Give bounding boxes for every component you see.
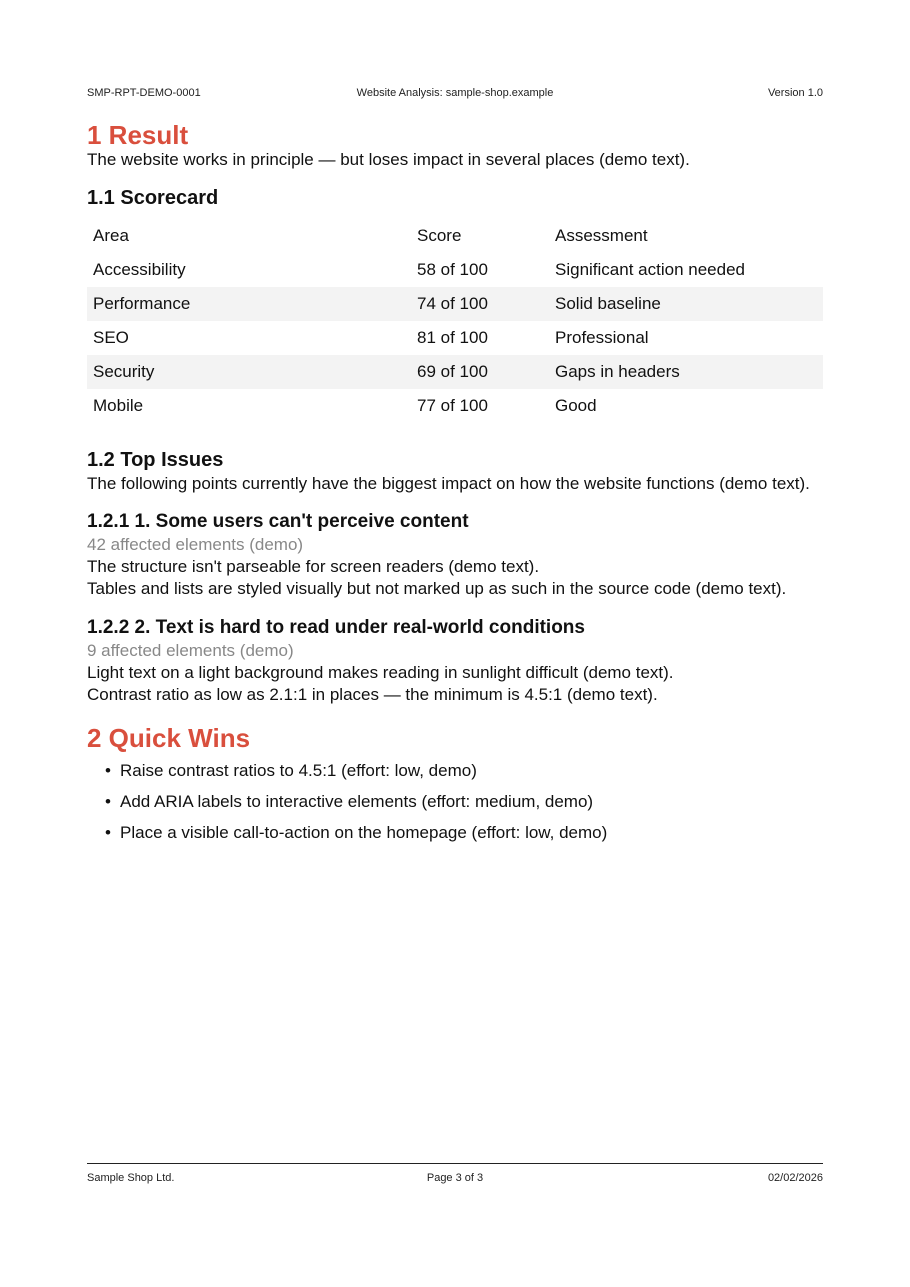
table-cell: 74 of 100 [411, 287, 549, 321]
table-cell: 77 of 100 [417, 396, 488, 415]
footer-company: Sample Shop Ltd. [87, 1172, 175, 1184]
table-cell: 69 of 100 [411, 355, 549, 389]
table-cell: Solid baseline [549, 287, 823, 321]
top-issues-heading: 1.2 Top Issues [87, 449, 224, 471]
table-cell: Professional [555, 328, 649, 347]
table-cell: Performance [87, 287, 411, 321]
document-version: Version 1.0 [767, 87, 823, 99]
table-row [87, 321, 823, 355]
column-header-score: Score [417, 226, 462, 245]
table-row [87, 253, 823, 287]
issue-1-heading: 1.2.1 1. Some users can't perceive content [87, 511, 469, 532]
table-cell: SEO [93, 328, 129, 347]
table-header-row [87, 219, 823, 253]
issue-2-heading: 1.2.2 2. Text is hard to read under real-world conditions [87, 617, 585, 638]
table-cell: Mobile [93, 396, 144, 415]
top-issues-intro: The following points currently have the biggest impact on how the website functions (demo text). [87, 474, 810, 493]
list-item [105, 822, 823, 844]
document-title: Website Analysis: sample-shop.example [356, 87, 554, 99]
table-cell: 58 of 100 [417, 260, 488, 279]
list-item [105, 760, 823, 782]
list-item-text: Add ARIA labels to interactive elements (effort: medium, demo) [120, 792, 594, 811]
page-content [87, 118, 823, 853]
table-cell: Accessibility [93, 260, 186, 279]
table-row [87, 389, 823, 423]
list-item-text: Place a visible call-to-action on the homepage (effort: low, demo) [120, 823, 608, 842]
list-item [105, 791, 823, 813]
section-quick-wins-heading: 2 Quick Wins [87, 723, 251, 753]
table-cell: Gaps in headers [549, 355, 823, 389]
issue-1-line-2: Tables and lists are styled visually but not marked up as such in the source code (demo text). [87, 579, 787, 598]
section-result-intro: The website works in principle — but loses impact in several places (demo text). [87, 150, 690, 169]
quick-wins-list [87, 760, 823, 844]
issue-2-line-2: Contrast ratio as low as 2.1:1 in places — the minimum is 4.5:1 (demo text). [87, 685, 658, 704]
scorecard-heading: 1.1 Scorecard [87, 187, 219, 209]
table-cell: Good [555, 396, 597, 415]
document-id: SMP-RPT-DEMO-0001 [87, 87, 201, 99]
page-footer [87, 1163, 823, 1188]
table-row [87, 287, 823, 321]
bullet-icon: • [105, 761, 111, 780]
page-header [87, 87, 823, 103]
bullet-icon: • [105, 823, 111, 842]
issue-1-line-1: The structure isn't parseable for screen readers (demo text). [87, 557, 540, 576]
issue-2-affected: 9 affected elements (demo) [87, 641, 294, 660]
scorecard-table [87, 219, 823, 423]
table-cell: Security [87, 355, 411, 389]
bullet-icon: • [105, 792, 111, 811]
table-cell: Significant action needed [555, 260, 745, 279]
column-header-assessment: Assessment [555, 226, 648, 245]
table-row [87, 355, 823, 389]
issue-1-affected: 42 affected elements (demo) [87, 535, 304, 554]
table-cell: 81 of 100 [417, 328, 488, 347]
footer-date: 02/02/2026 [767, 1172, 823, 1184]
section-result-heading: 1 Result [87, 120, 189, 150]
column-header-area: Area [93, 226, 129, 245]
issue-2-line-1: Light text on a light background makes reading in sunlight difficult (demo text). [87, 663, 674, 682]
footer-page-number: Page 3 of 3 [426, 1172, 484, 1184]
list-item-text: Raise contrast ratios to 4.5:1 (effort: low, demo) [120, 761, 477, 780]
